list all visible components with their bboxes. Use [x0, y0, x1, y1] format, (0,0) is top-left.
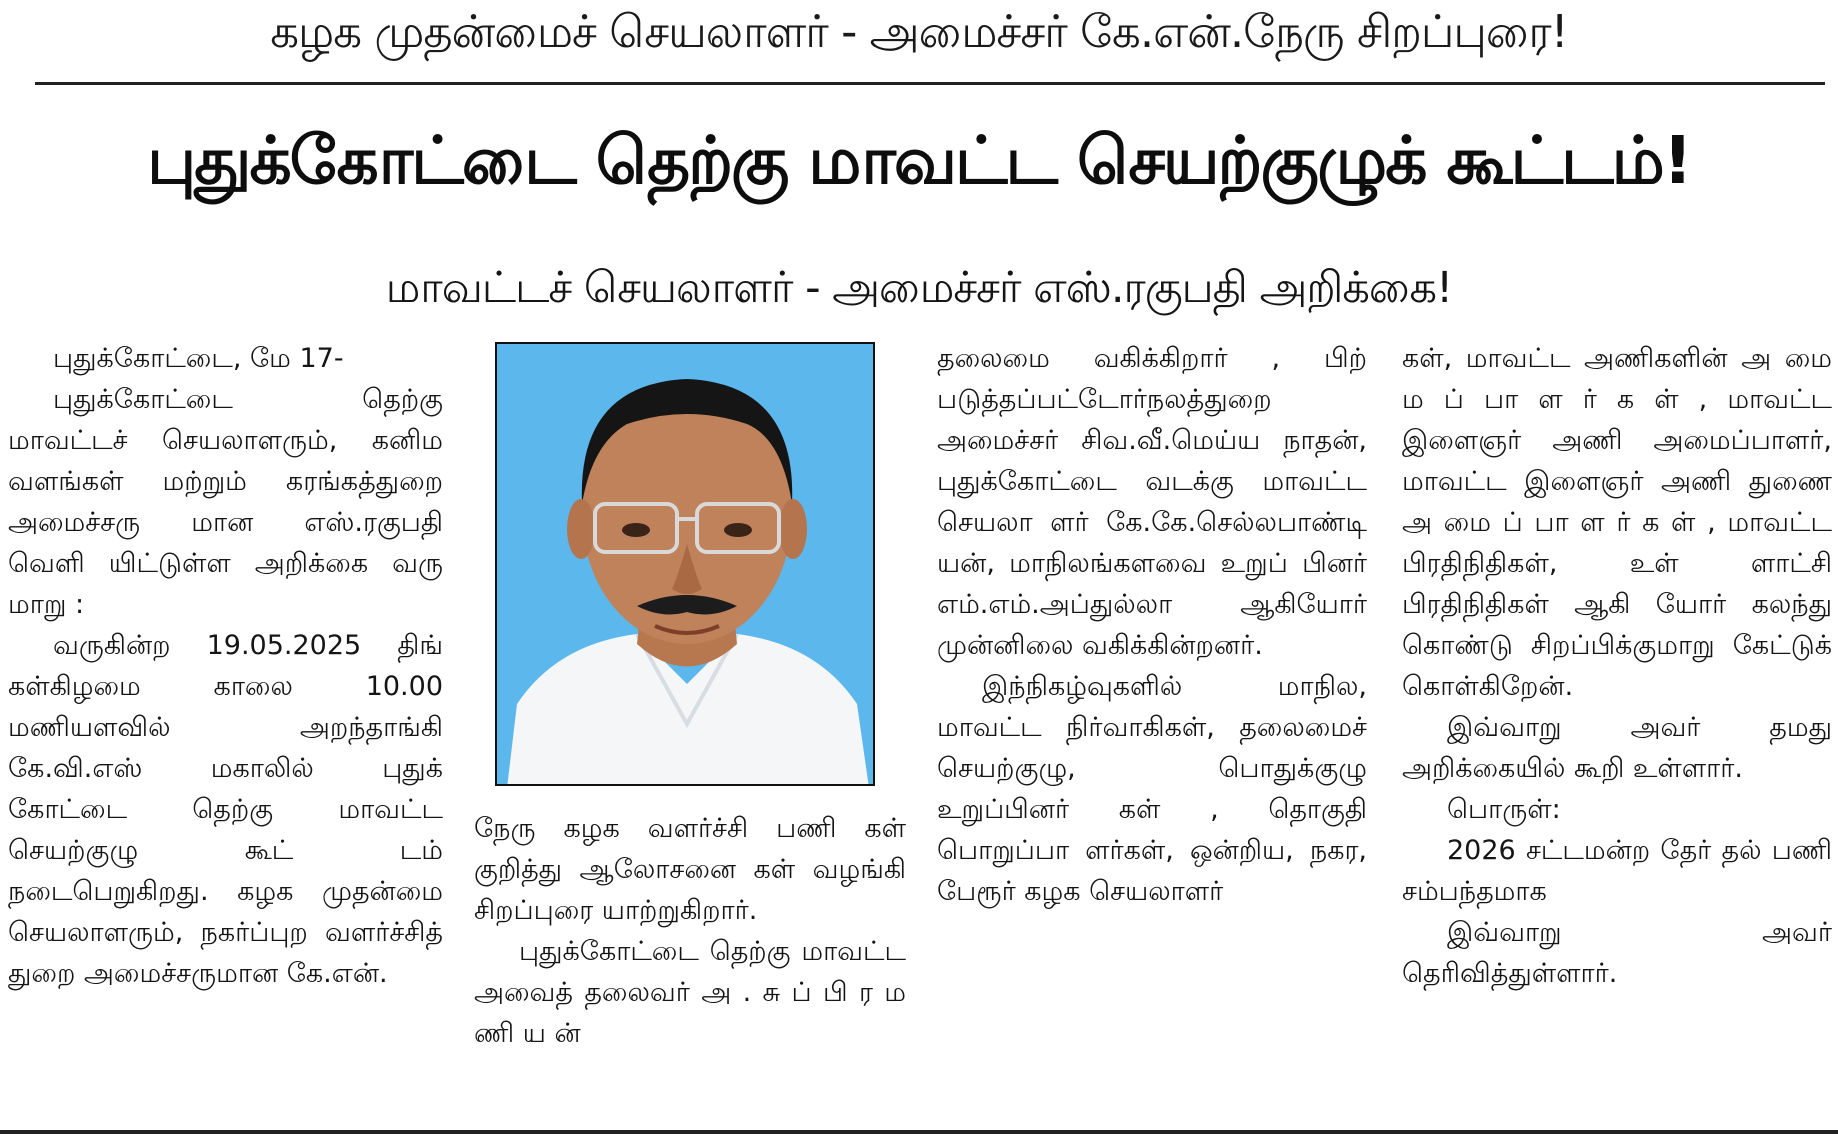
paragraph: தலைமை வகிக்கிறார் , பிற் படுத்தப்பட்டோர்நலத்துறை அமைச்சர் சிவ.வீ.மெய்ய நாதன், புதுக்கோட்டை வடக்கு மாவட்ட செயலா ளர் கே.கே.செல்லபாண்டி யன், மாநிலங்களவை உறுப் பினர் எம்.எம்.அப்துல்லா ஆகியோர் முன்னிலை வகிக்கின்றனர். [937, 343, 1367, 661]
paragraph: வருகின்ற 19.05.2025 திங் கள்கிழமை காலை 10.00 மணியளவில் அறந்தாங்கி கே.வி.எஸ் மகாலில் புதுக் கோட்டை தெற்கு மாவட்ட செயற்குழு கூட் டம் நடைபெறுகிறது. கழக முதன்மை செயலாளரும், நகர்ப்புற வளர்ச்சித் துறை அமைச்சருமான கே.என். [8, 630, 443, 989]
paragraph: இவ்வாறு அவர் தமது அறிக்கையில் கூறி உள்ளார். [1402, 712, 1832, 784]
paragraph: கள், மாவட்ட அணிகளின் அ மை ம ப் பா ள ர் க ள் , மாவட்ட இளைஞர் அணி அமைப்பாளர், மாவட்ட இளைஞர் அணி துணை அ மை ப் பா ள ர் க ள் , மாவட்ட பிரதிநிதிகள், உள் ளாட்சி பிரதிநிதிகள் ஆகி யோர் கலந்து கொண்டு சிறப்பிக்குமாறு கேட்டுக் கொள்கிறேன். [1402, 343, 1832, 702]
paragraph: இந்நிகழ்வுகளில் மாநில, மாவட்ட நிர்வாகிகள், தலைமைச் செயற்குழு, பொதுக்குழு உறுப்பினர் கள் , தொகுதி பொறுப்பா ளர்கள், ஒன்றிய, நகர, பேரூர் கழக செயலாளர் [937, 671, 1367, 907]
dateline: புதுக்கோட்டை, மே 17- [53, 343, 344, 374]
paragraph: பொருள்: [1447, 794, 1561, 825]
paragraph: இவ்வாறு அவர் தெரிவித்துள்ளார். [1402, 917, 1832, 989]
article-column-2 [474, 808, 906, 1108]
kicker-divider [35, 82, 1825, 85]
paragraph: நேரு கழக வளர்ச்சி பணி கள் குறித்து ஆலோசனை கள் வழங்கி சிறப்புரை யாற்றுகிறார். [474, 813, 906, 926]
kicker-headline: கழக முதன்மைச் செயலாளர் - அமைச்சர் கே.என்.நேரு சிறப்புரை! [270, 5, 1568, 58]
person-photo-icon [497, 344, 875, 786]
person-photo [495, 342, 875, 786]
bottom-border [0, 1130, 1838, 1134]
main-headline: புதுக்கோட்டை தெற்கு மாவட்ட செயற்குழுக் கூட்டம்! [147, 122, 1691, 199]
paragraph: 2026 சட்டமன்ற தேர் தல் பணி சம்பந்தமாக [1402, 835, 1832, 907]
article-column-4 [1402, 338, 1832, 1118]
paragraph: புதுக்கோட்டை தெற்கு மாவட்டச் செயலாளரும், கனிம வளங்கள் மற்றும் கரங்கத்துறை அமைச்சரு மான எஸ்.ரகுபதி வெளி யிட்டுள்ள அறிக்கை வரு மாறு : [8, 384, 443, 620]
sub-headline: மாவட்டச் செயலாளர் - அமைச்சர் எஸ்.ரகுபதி அறிக்கை! [385, 263, 1453, 313]
article-column-1 [8, 338, 443, 1118]
paragraph: புதுக்கோட்டை தெற்கு மாவட்ட அவைத் தலைவர் அ . சு ப் பி ர ம ணி ய ன் [474, 936, 906, 1049]
article-column-3 [937, 338, 1367, 1118]
